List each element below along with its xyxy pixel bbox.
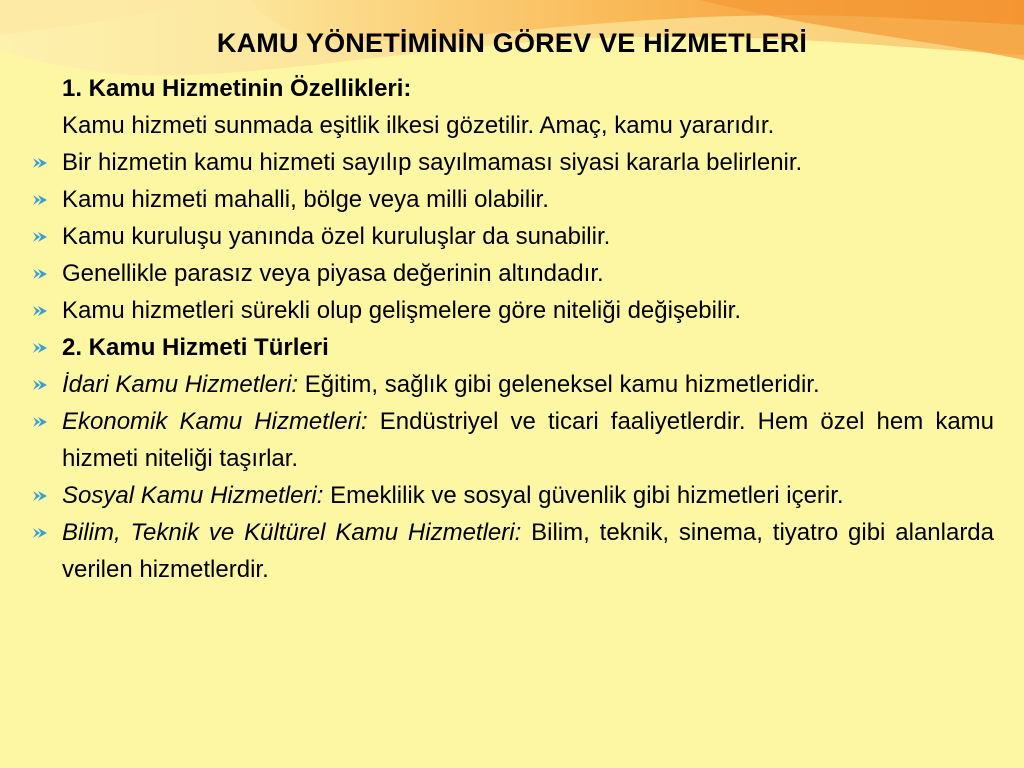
list-item-text: Eğitim, sağlık gibi geleneksel kamu hizmetleridir. [298,371,820,398]
arrow-bullet-icon [32,157,48,169]
list-item-text: Kamu hizmetleri sürekli olup gelişmelere göre niteliği değişebilir. [62,297,741,324]
list-item [32,514,994,588]
arrow-bullet-icon [32,231,48,243]
arrow-bullet-icon [32,490,48,502]
list-item-text: Genellikle parasız veya piyasa değerinin altındadır. [62,260,604,287]
list-item [32,181,994,218]
list-item [32,403,994,477]
list-item [32,218,994,255]
slide-body [32,70,994,588]
list-item [32,255,994,292]
list-item-text: Kamu hizmeti mahalli, bölge veya milli olabilir. [62,186,549,213]
section-heading: 1. Kamu Hizmetinin Özellikleri: [62,75,412,102]
arrow-bullet-icon [32,268,48,280]
section-heading-bullet [32,329,994,366]
list-item [32,292,994,329]
list-item [32,477,994,514]
arrow-bullet-icon [32,416,48,428]
list-item-term: Sosyal Kamu Hizmetleri: [62,482,324,509]
list-item-text: Bilim, teknik, sinema, tiyatro gibi alanlarda verilen hizmetlerdir. [62,519,995,583]
arrow-bullet-icon [32,342,48,354]
list-item-text: Emeklilik ve sosyal güvenlik gibi hizmetleri içerir. [323,482,844,509]
list-item-text: Kamu kuruluşu yanında özel kuruluşlar da sunabilir. [62,223,611,250]
list-item-term: İdari Kamu Hizmetleri: [62,371,299,398]
slide-title: KAMU YÖNETİMİNİN GÖREV VE HİZMETLERİ [216,28,808,58]
arrow-bullet-icon [32,527,48,539]
list-item-text: Bir hizmetin kamu hizmeti sayılıp sayılmaması siyasi kararla belirlenir. [62,149,803,176]
intro-line: Kamu hizmeti sunmada eşitlik ilkesi gözetilir. Amaç, kamu yararıdır. [62,112,775,139]
arrow-bullet-icon [32,305,48,317]
list-item [32,144,994,181]
list-item-term: Ekonomik Kamu Hizmetleri: [62,408,368,435]
list-item-text: 2. Kamu Hizmeti Türleri [62,334,329,361]
arrow-bullet-icon [32,379,48,391]
list-item-term: Bilim, Teknik ve Kültürel Kamu Hizmetleri: [62,519,522,546]
list-item [32,366,994,403]
arrow-bullet-icon [32,194,48,206]
list-item-text: Endüstriyel ve ticari faaliyetlerdir. Hem özel hem kamu hizmeti niteliği taşırlar. [62,408,995,472]
